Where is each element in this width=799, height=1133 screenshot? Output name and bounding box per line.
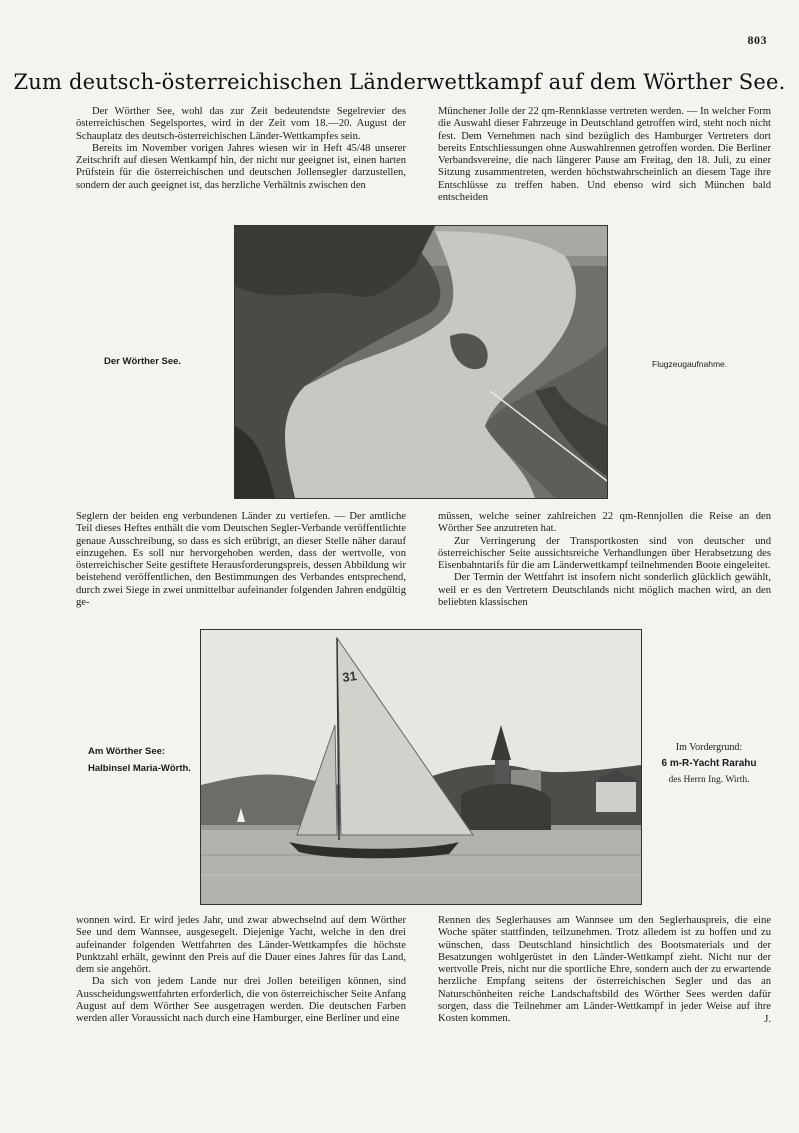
column-mid-left [76,511,406,609]
sailing-yacht-photo [200,629,642,905]
column-bottom-right [438,915,771,1026]
sail-number: 31 [341,668,358,685]
paragraph: wonnen wird. Er wird jedes Jahr, und zwar abwechselnd auf dem Wörther See und dem Wannsee, ausgesegelt. Diejenige Yacht, welche in den drei aufeinander folgenden Wettfahrten des Länder-Wettkampfes die höchste Punktzahl erhält, gewinnt den Preis auf die Dauer eines Jahres für das Land, dem sie angehört. [76,915,406,976]
photo2-caption-right [644,740,774,788]
paragraph: Münchener Jolle der 22 qm-Rennklasse vertreten werden. — In welcher Form die Auswahl dieser Fahrzeuge in Deutschland getroffen wird, steht noch nicht fest. Dem Vernehmen nach sind bezüglich des Hamburger Vertreters dort bereits Entschliessungen ohne Auswahlrennen getroffen worden. Die Berliner Verbandsvereine, die nach längerer Pause am Freitag, den 18. Juli, zu einer Sitzung zusammentreten, werden höchstwahrscheinlich an diesem Tage ihre Entschlüsse zu treffen haben. Und ebenso wird sich München bald entscheiden [438,106,771,204]
paragraph: Bereits im November vorigen Jahres wiesen wir in Heft 45/48 unserer Zeitschrift auf diesen Wettkampf hin, der nicht nur geeignet ist, einen harten Prüfstein für die österreichischen und deutschen Jollensegler darzustellen, sondern der auch geeignet ist, das herzliche Verhältnis zwischen den [76,142,406,191]
page-number: 803 [747,33,767,47]
caption-line: des Herrn Ing. Wirth. [668,775,750,785]
column-bottom-left [76,915,406,1026]
paragraph: müssen, welche seiner zahlreichen 22 qm-Rennjollen die Reise an den Wörther See anzutreten hat. [438,511,771,535]
article-title: Zum deutsch-österreichischen Länderwettkampf auf dem Wörther See. [13,70,786,94]
aerial-lake-photo [234,225,608,499]
caption-line: 6 m-R-Yacht Rarahu [661,758,757,769]
column-mid-right [438,511,771,609]
paragraph: Rennen des Seglerhauses am Wannsee um den Seglerhauspreis, die eine Woche später stattfinden, teilzunehmen. Trotz alledem ist zu hoffen und zu wünschen, dass Deutschland hinsichtlich des Bootsmaterials und der Besatzungen wohlgerüstet in den Länder-Wettkampf zieht. Nicht nur der wertvolle Preis, nicht nur die sportliche Ehre, sondern auch der zu erwartende herzliche Empfang seitens der österreichischen Segler und das an Naturschönheiten reiche Landschaftsbild des Wörther Sees werden dafür sorgen, dass die Teilnehmer am Länder-Wettkampf in jeder Weise auf ihre Kosten kommen. [438,915,771,1025]
photo2-caption-left-2: Halbinsel Maria-Wörth. [88,763,191,774]
photo1-caption-left: Der Wörther See. [104,356,182,367]
paragraph: Der Termin der Wettfahrt ist insofern nicht sonderlich glücklich gewählt, weil er es den Vertretern Deutschlands nicht möglich machen wird, an den beliebten klassischen [438,572,771,609]
photo1-caption-right: Flugzeugaufnahme. [652,359,728,369]
paragraph: Der Wörther See, wohl das zur Zeit bedeutendste Segelrevier des österreichischen Segelsportes, wird in der Zeit vom 18.—20. August der Schauplatz des deutsch-österreichischen Länder-Wettkampfes sein. [76,106,406,142]
column-top-left [76,106,406,192]
caption-line: Im Vordergrund: [675,742,743,753]
column-top-right [438,106,771,204]
author-signature: J. [764,1013,771,1025]
paragraph: Seglern der beiden eng verbundenen Länder zu vertiefen. — Der amtliche Teil dieses Heftes enthält die vom Deutschen Segler-Verbande veröffentlichte genaue Ausschreibung, so dass es sich erübrigt, an dieser Stelle näher darauf einzugehen. Es soll nur hervorgehoben werden, dass der wertvolle, von österreichischer Seite gestiftete Herausforderungspreis, dessen Abbildung wir beistehend veröffentlichen, den Bestimmungen des Verbandes entsprechend, durch zwei Siege in zwei unmittelbar aufeinander folgenden Jahren endgültig ge- [76,511,406,609]
paragraph: Zur Verringerung der Transportkosten sind von deutscher und österreichischer Seite aussichtsreiche Verhandlungen über Herabsetzung des Eisenbahntarifs für die am Länderwettkampf teilnehmenden Boote eingeleitet. [438,535,771,572]
photo2-caption-left-1: Am Wörther See: [88,746,166,757]
paragraph: Da sich von jedem Lande nur drei Jollen beteiligen können, sind Ausscheidungswettfahrten erforderlich, die von österreichischer Seite Anfang August auf dem Wörther See ausgetragen werden. Die deutschen Farben werden aller Voraussicht nach durch eine Hamburger, eine Berliner und eine [76,976,406,1025]
